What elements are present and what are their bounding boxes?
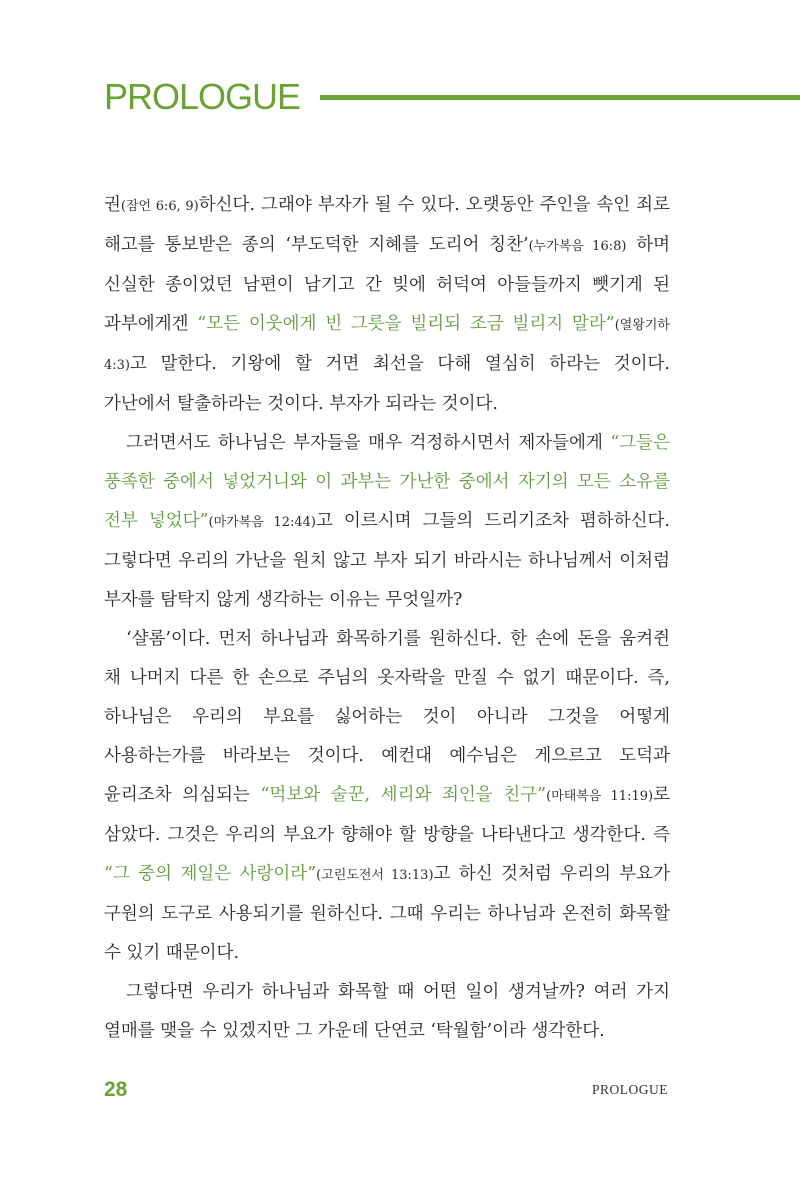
chapter-header (104, 72, 800, 122)
text-span: 하며 신실한 종이었던 남편이 남기고 간 빚에 허덕여 아들들까지 뺏기게 된 과부에게겐 (104, 235, 671, 334)
text-span: ‘샬롬’이다. 먼저 하나님과 화목하기를 원하신다. 한 손에 돈을 움켜쥔 채 나머지 다른 한 손으로 주님의 옷자락을 만질 수 없기 때문이다. 즉, 하나님은 우리의 부요를 싫어하는 것이 아니라 그것을 어떻게 사용하는가를 바라보는 것이다. 예컨대 예수님은 게으르고 도덕과 윤리조차 의심되는 (104, 629, 670, 805)
scripture-reference: (잠언 6:6, 9) (120, 199, 199, 214)
paragraph-4 (104, 973, 670, 1051)
text-span: 그렇다면 우리가 하나님과 화목할 때 어떤 일이 생겨날까? 여러 가지 열매를 맺을 수 있겠지만 그 가운데 단연코 ‘탁월함’이라 생각한다. (104, 982, 670, 1041)
scripture-quote: “모든 이웃에게 빈 그릇을 빌리되 조금 빌리지 말라” (197, 314, 615, 334)
scripture-reference: (누가복음 16:8) (528, 239, 627, 254)
scripture-quote: “그 중의 제일은 사랑이라” (104, 864, 317, 884)
text-span: 고 이르시며 그들의 드리기조차 폄하하신다. 그렇다면 우리의 가난을 원치 않고 부자 되기 바라시는 하나님께서 이처럼 부자를 탐탁지 않게 생각하는 이유는 무엇일까? (104, 511, 670, 610)
scripture-reference: (열왕기하 4:3) (104, 318, 670, 373)
scripture-reference: (마태복음 11:19) (546, 789, 654, 804)
text-span: 그러면서도 하나님은 부자들을 매우 걱정하시면서 제자들에게 (126, 433, 611, 453)
paragraph-2 (104, 424, 670, 620)
text-span: 권 (104, 195, 121, 215)
page-number: 28 (104, 1078, 128, 1101)
text-span: 하신다. 그래야 부자가 될 수 있다. 오랫동안 주인을 속인 죄로 해고를 통보받은 종의 ‘부도덕한 지혜를 도리어 칭찬’ (104, 195, 670, 255)
scripture-reference: (고린도전서 13:13) (316, 868, 434, 883)
scripture-reference: (마가복음 12:44) (208, 515, 316, 530)
text-span: 고 하신 것처럼 우리의 부요가 구원의 도구로 사용되기를 원하신다. 그때 우리는 하나님과 온전히 화목할 수 있기 때문이다. (104, 864, 670, 963)
text-span: 고 말한다. 기왕에 할 거면 최선을 다해 열심히 하라는 것이다. 가난에서 탈출하라는 것이다. 부자가 되라는 것이다. (104, 354, 670, 414)
scripture-quote: “먹보와 술꾼, 세리와 죄인을 친구” (260, 785, 547, 805)
paragraph-1 (104, 186, 670, 424)
chapter-title: PROLOGUE (104, 76, 301, 117)
body-text (104, 186, 670, 1051)
scripture-quote: “그들은 풍족한 중에서 넣었거니와 이 과부는 가난한 중에서 자기의 모든 소유를 전부 넣었다” (104, 433, 670, 531)
paragraph-3 (104, 620, 670, 973)
header-rule (320, 95, 800, 100)
running-title: PROLOGUE (591, 1082, 668, 1097)
text-span: 로 삼았다. 그것은 우리의 부요가 향해야 할 방향을 나타낸다고 생각한다. 즉 (104, 785, 670, 845)
